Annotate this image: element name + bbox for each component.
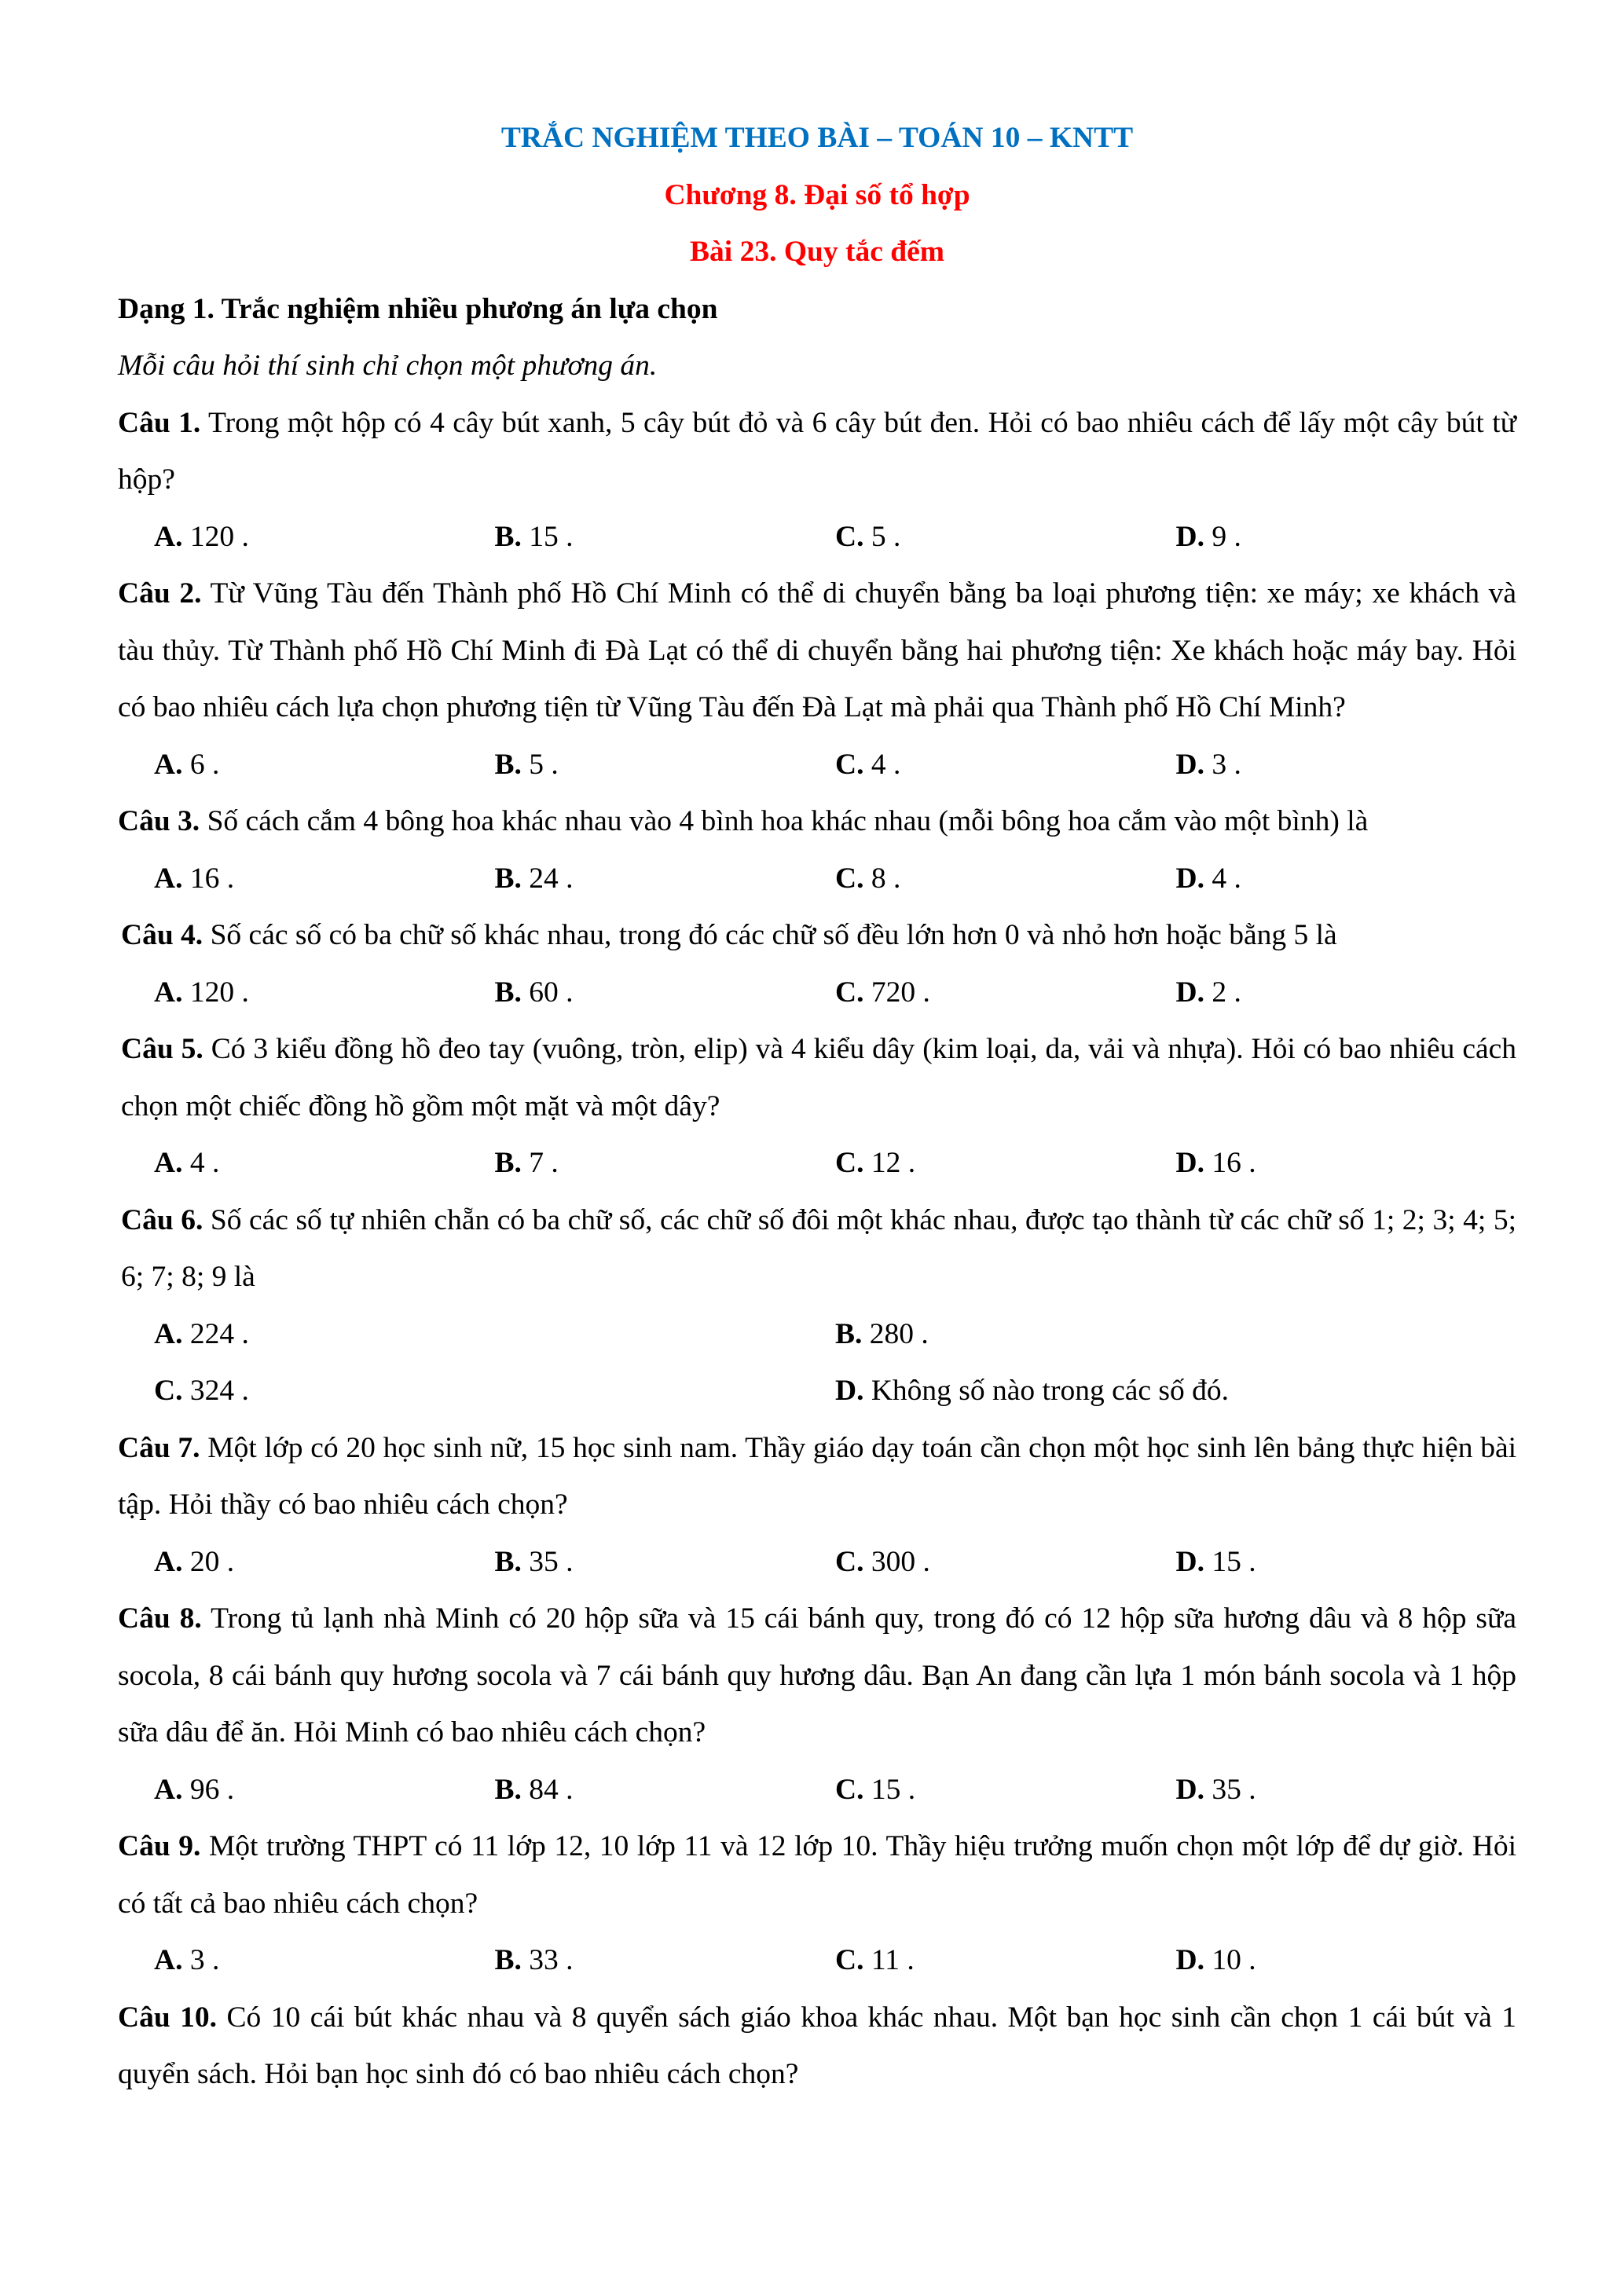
question-label: Câu 8. — [118, 1602, 202, 1635]
option-b[interactable]: B. 24 . — [494, 862, 574, 895]
question-6 — [118, 1192, 1516, 1306]
question-label: Câu 9. — [118, 1830, 201, 1862]
option-c[interactable]: C. 324 . — [154, 1375, 249, 1407]
option-b[interactable]: B. 7 . — [494, 1147, 559, 1179]
question-label: Câu 4. — [121, 919, 203, 951]
lesson-heading: Bài 23. Quy tắc đếm — [690, 236, 944, 268]
option-d[interactable]: D. 15 . — [1175, 1545, 1256, 1578]
option-b[interactable]: B. 5 . — [494, 748, 559, 781]
option-a[interactable]: A. 120 . — [154, 976, 249, 1009]
options-row — [118, 965, 1516, 1022]
options-row — [118, 1306, 1516, 1364]
question-text: Trong một hộp có 4 cây bút xanh, 5 cây bút đỏ và 6 cây bút đen. Hỏi có bao nhiêu cách để lấy một cây bút từ hộp? — [118, 406, 1517, 496]
question-text: Có 10 cái bút khác nhau và 8 quyển sách giáo khoa khác nhau. Một bạn học sinh cần chọn 1 cái bút và 1 quyển sách. Hỏi bạn học sinh đó có bao nhiêu cách chọn? — [118, 2001, 1516, 2090]
question-label: Câu 3. — [118, 805, 200, 837]
option-c[interactable]: C. 8 . — [835, 862, 901, 895]
option-d[interactable]: D. 9 . — [1175, 520, 1241, 553]
question-4 — [118, 907, 1516, 965]
options-row — [118, 1762, 1516, 1819]
option-b[interactable]: B. 33 . — [494, 1944, 574, 1976]
question-label: Câu 6. — [121, 1203, 203, 1236]
option-a[interactable]: A. 4 . — [154, 1147, 220, 1179]
question-5 — [118, 1021, 1516, 1135]
option-b[interactable]: B. 35 . — [494, 1545, 574, 1578]
option-b[interactable]: B. 15 . — [494, 520, 574, 553]
option-d[interactable]: D. 4 . — [1175, 862, 1241, 895]
question-text: Số các số có ba chữ số khác nhau, trong đó các chữ số đều lớn hơn 0 và nhỏ hơn hoặc bằng 5 là — [210, 919, 1337, 951]
option-d[interactable]: D. 2 . — [1175, 976, 1241, 1009]
question-label: Câu 1. — [118, 406, 201, 439]
question-text: Số cách cắm 4 bông hoa khác nhau vào 4 bình hoa khác nhau (mỗi bông hoa cắm vào một bình) là — [207, 805, 1369, 837]
option-c[interactable]: C. 11 . — [835, 1944, 915, 1976]
option-c[interactable]: C. 720 . — [835, 976, 930, 1009]
question-text: Một trường THPT có 11 lớp 12, 10 lớp 11 và 12 lớp 10. Thầy hiệu trưởng muốn chọn một lớp để dự giờ. Hỏi có tất cả bao nhiêu cách chọn? — [118, 1830, 1517, 1920]
options-row — [118, 1932, 1516, 1990]
option-a[interactable]: A. 96 . — [154, 1773, 235, 1806]
document-title: TRẮC NGHIỆM THEO BÀI – TOÁN 10 – KNTT — [500, 122, 1134, 154]
question-text: Từ Vũng Tàu đến Thành phố Hồ Chí Minh có thể di chuyển bằng ba loại phương tiện: xe máy; xe khách và tàu thủy. Từ Thành phố Hồ Chí Minh đi Đà Lạt có thể di chuyển bằng hai phương tiện: Xe khách hoặc máy bay. Hỏi có bao nhiêu cách lựa chọn phương tiện từ Vũng Tàu đến Đà Lạt mà phải qua Thành phố Hồ Chí Minh? — [118, 577, 1517, 723]
option-c[interactable]: C. 12 . — [835, 1147, 916, 1179]
options-row — [118, 509, 1516, 566]
question-10 — [118, 1990, 1516, 2104]
question-3 — [118, 793, 1516, 851]
question-text: Một lớp có 20 học sinh nữ, 15 học sinh nam. Thầy giáo dạy toán cần chọn một học sinh lên bảng thực hiện bài tập. Hỏi thầy có bao nhiêu cách chọn? — [118, 1431, 1517, 1521]
option-a[interactable]: A. 20 . — [154, 1545, 235, 1578]
options-row — [118, 1534, 1516, 1591]
question-text: Có 3 kiểu đồng hồ đeo tay (vuông, tròn, elip) và 4 kiểu dây (kim loại, da, vải và nhựa). Hỏi có bao nhiêu cách chọn một chiếc đồng hồ gồm một mặt và một dây? — [121, 1033, 1517, 1122]
question-text: Số các số tự nhiên chẵn có ba chữ số, các chữ số đôi một khác nhau, được tạo thành từ các chữ số 1; 2; 3; 4; 5; 6; 7; 8; 9 là — [121, 1203, 1517, 1293]
section-instruction: Mỗi câu hỏi thí sinh chỉ chọn một phương án. — [118, 350, 658, 382]
option-c[interactable]: C. 15 . — [835, 1773, 916, 1806]
question-1 — [118, 395, 1516, 509]
option-a[interactable]: A. 3 . — [154, 1944, 220, 1976]
options-row — [118, 1135, 1516, 1192]
option-c[interactable]: C. 5 . — [835, 520, 901, 553]
option-d[interactable]: D. 10 . — [1175, 1944, 1256, 1976]
question-label: Câu 7. — [118, 1431, 200, 1464]
section-heading: Dạng 1. Trắc nghiệm nhiều phương án lựa chọn — [118, 292, 718, 325]
option-b[interactable]: B. 60 . — [494, 976, 574, 1009]
question-9 — [118, 1818, 1516, 1932]
option-b[interactable]: B. 280 . — [835, 1317, 929, 1350]
document-page — [118, 110, 1516, 2104]
question-label: Câu 5. — [121, 1033, 203, 1065]
option-c[interactable]: C. 300 . — [835, 1545, 930, 1578]
question-2 — [118, 566, 1516, 737]
question-7 — [118, 1420, 1516, 1534]
option-d[interactable]: D. 3 . — [1175, 748, 1241, 781]
option-d[interactable]: D. 35 . — [1175, 1773, 1256, 1806]
option-b[interactable]: B. 84 . — [494, 1773, 574, 1806]
option-a[interactable]: A. 6 . — [154, 748, 220, 781]
option-c[interactable]: C. 4 . — [835, 748, 901, 781]
options-row — [118, 1363, 1516, 1420]
option-d[interactable]: D. Không số nào trong các số đó. — [835, 1375, 1229, 1407]
question-label: Câu 2. — [118, 577, 202, 610]
question-label: Câu 10. — [118, 2001, 218, 2034]
chapter-heading: Chương 8. Đại số tổ hợp — [664, 178, 970, 211]
options-row — [118, 737, 1516, 794]
options-row — [118, 851, 1516, 908]
question-text: Trong tủ lạnh nhà Minh có 20 hộp sữa và 15 cái bánh quy, trong đó có 12 hộp sữa hương dâu và 8 hộp sữa socola, 8 cái bánh quy hương socola và 7 cái bánh quy hương dâu. Bạn An đang cần lựa 1 món bánh socola và 1 hộp sữa dâu để ăn. Hỏi Minh có bao nhiêu cách chọn? — [118, 1602, 1516, 1749]
option-a[interactable]: A. 16 . — [154, 862, 235, 895]
question-8 — [118, 1591, 1516, 1762]
option-d[interactable]: D. 16 . — [1175, 1147, 1256, 1179]
option-a[interactable]: A. 120 . — [154, 520, 249, 553]
option-a[interactable]: A. 224 . — [154, 1317, 249, 1350]
